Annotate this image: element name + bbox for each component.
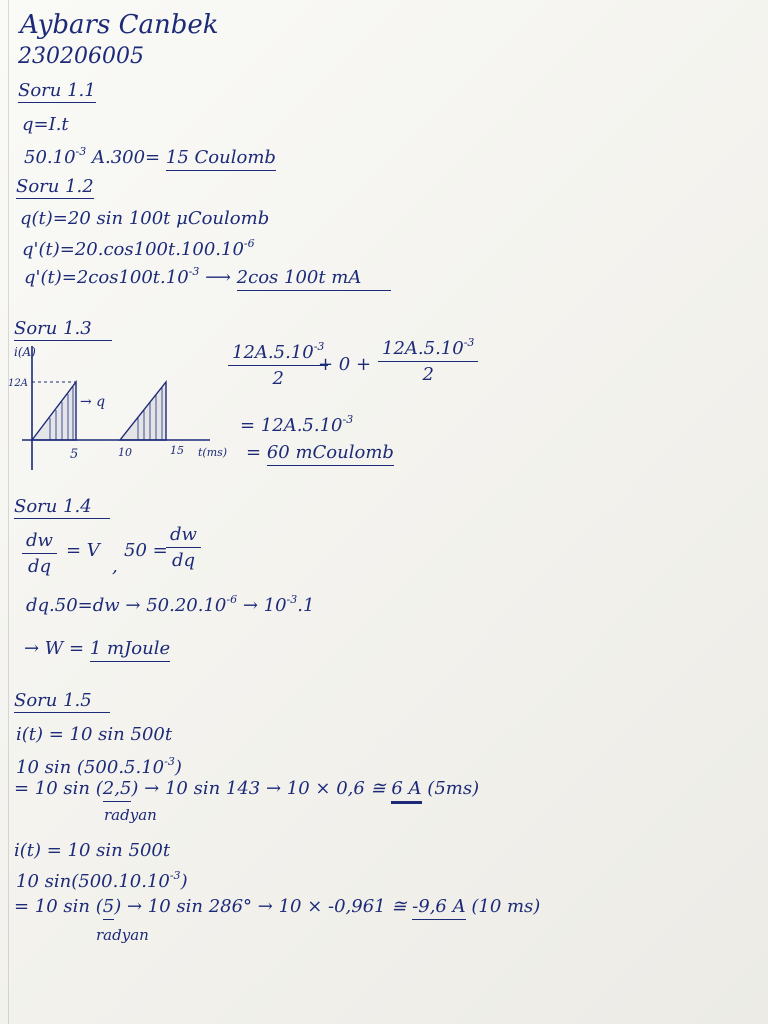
q1-4-title: Soru 1.4 <box>14 498 110 519</box>
q1-5-line6-b: ) <box>180 871 188 892</box>
q1-5-radyan-1: radyan <box>104 806 157 824</box>
q1-3-frac2-den: 2 <box>422 364 434 385</box>
q1-4-line2-c: .1 <box>297 595 315 616</box>
q1-2-answer: 2cos 100t mA <box>237 267 392 291</box>
q1-5-radyan-2: radyan <box>96 926 149 944</box>
x-tick-label: 5 <box>70 447 79 462</box>
q1-4-line3 <box>24 640 170 658</box>
q1-3-line3-eq: = <box>246 442 262 463</box>
q1-1-answer: 15 Coulomb <box>166 147 276 171</box>
q1-4-frac1-num: dw <box>22 530 57 554</box>
q1-3-frac1-num: 12A.5.10 <box>232 342 314 363</box>
q1-5-line2-a: 10 sin (500.5.10 <box>16 757 165 778</box>
q1-5-title: Soru 1.5 <box>14 692 110 713</box>
q1-5-line5: i(t) = 10 sin 500t <box>14 840 171 861</box>
q1-4-line2 <box>26 594 314 615</box>
y-tick-label: 12A <box>8 378 28 389</box>
arrow-icon: ⟶ <box>205 267 231 288</box>
q1-4-frac2-num: dw <box>166 524 201 548</box>
q1-4-eq-v: = V <box>66 540 100 561</box>
q1-4-line2-a: dq.50=dw → 50.20.10 <box>26 595 227 616</box>
q1-3-plus-zero: + 0 + <box>318 354 372 375</box>
q1-2-line2-exp: -6 <box>243 237 255 250</box>
ramp-area-1 <box>32 382 76 440</box>
q1-5-line7-ul: 5 <box>103 896 114 920</box>
q1-1-line2 <box>24 146 276 167</box>
q1-3-line2-exp: -3 <box>342 413 354 426</box>
q1-3-line2-a: = 12A.5.10 <box>240 415 343 436</box>
q1-3-fraction-1 <box>228 340 328 389</box>
q1-4-line2-exp: -6 <box>226 593 238 606</box>
q1-2-line3-a: q'(t)=2cos100t.10 <box>24 267 189 288</box>
current-time-graph <box>10 340 250 480</box>
q1-5-line2-b: ) <box>174 757 182 778</box>
q1-1-line2-exp: -3 <box>75 145 87 158</box>
q1-5-answer-1: 6 A <box>391 778 421 804</box>
q1-5-line3-c: (5ms) <box>427 778 480 799</box>
q1-1-line2-a: 50.10 <box>24 147 76 168</box>
q1-4-fraction-2 <box>166 524 201 571</box>
page-edge-line <box>8 0 9 1024</box>
q1-3-answer: 60 mCoulomb <box>267 442 394 466</box>
q1-5-line6-a: 10 sin(500.10.10 <box>16 871 170 892</box>
q1-5-line7-a: = 10 sin ( <box>14 896 103 917</box>
q1-4-frac2-den: dq <box>171 550 195 571</box>
student-name: Aybars Canbek <box>20 10 219 40</box>
x-tick-label: 10 <box>118 446 132 459</box>
q1-4-comma: , <box>112 556 118 577</box>
area-label: → q <box>80 394 106 410</box>
q1-5-line6-exp: -3 <box>169 869 181 882</box>
x-tick-label: 15 <box>170 444 184 457</box>
q1-4-line2-b: → 10 <box>242 595 287 616</box>
q1-2-line2 <box>22 238 255 259</box>
q1-2-line3 <box>24 266 391 287</box>
x-axis-label: t(ms) <box>198 446 228 459</box>
q1-4-line2-exp2: -3 <box>286 593 298 606</box>
q1-5-line6 <box>16 870 188 891</box>
q1-3-fraction-2 <box>378 336 478 385</box>
q1-2-line2-a: q'(t)=20.cos100t.100.10 <box>22 239 244 260</box>
q1-2-line3-exp: -3 <box>188 265 200 278</box>
q1-4-fifty: 50 = <box>124 540 168 561</box>
q1-3-line2 <box>240 414 353 435</box>
q1-5-line3-ul: 2,5 <box>103 778 132 802</box>
q1-3-frac2-num: 12A.5.10 <box>382 338 464 359</box>
q1-4-line3-a: → W = <box>24 638 85 659</box>
q1-2-title: Soru 1.2 <box>16 176 94 197</box>
q1-3-frac1-den: 2 <box>272 368 284 389</box>
ramp-area-2 <box>120 382 166 440</box>
q1-1-title: Soru 1.1 <box>18 80 96 101</box>
q1-1-line1: q=I.t <box>22 114 69 135</box>
student-id: 230206005 <box>18 44 144 69</box>
q1-2-line1: q(t)=20 sin 100t μCoulomb <box>20 208 270 229</box>
q1-3-line3 <box>246 444 394 462</box>
q1-3-frac2-exp: -3 <box>463 336 475 349</box>
q1-5-line2-exp: -3 <box>164 755 175 768</box>
q1-5-line7-c: (10 ms) <box>471 896 541 917</box>
q1-5-line1: i(t) = 10 sin 500t <box>16 724 173 745</box>
q1-3-title: Soru 1.3 <box>14 320 112 341</box>
q1-5-answer-2: -9,6 A <box>412 896 465 920</box>
q1-5-line7-b: ) → 10 sin 286° → 10 × -0,961 ≅ <box>114 896 407 917</box>
q1-5-line7 <box>14 898 540 916</box>
q1-5-line3-a: = 10 sin ( <box>14 778 103 799</box>
q1-4-frac1-den: dq <box>27 556 51 577</box>
q1-3-frac1-exp: -3 <box>313 340 325 353</box>
q1-5-line2 <box>16 756 182 777</box>
q1-5-line3-b: ) → 10 sin 143 → 10 × 0,6 ≅ <box>131 778 386 799</box>
q1-4-fraction-1 <box>22 530 57 577</box>
q1-1-line2-b: A.300= <box>91 147 161 168</box>
q1-5-line3 <box>14 780 479 798</box>
y-axis-label: i(A) <box>14 345 36 359</box>
q1-4-answer: 1 mJoule <box>90 638 170 662</box>
